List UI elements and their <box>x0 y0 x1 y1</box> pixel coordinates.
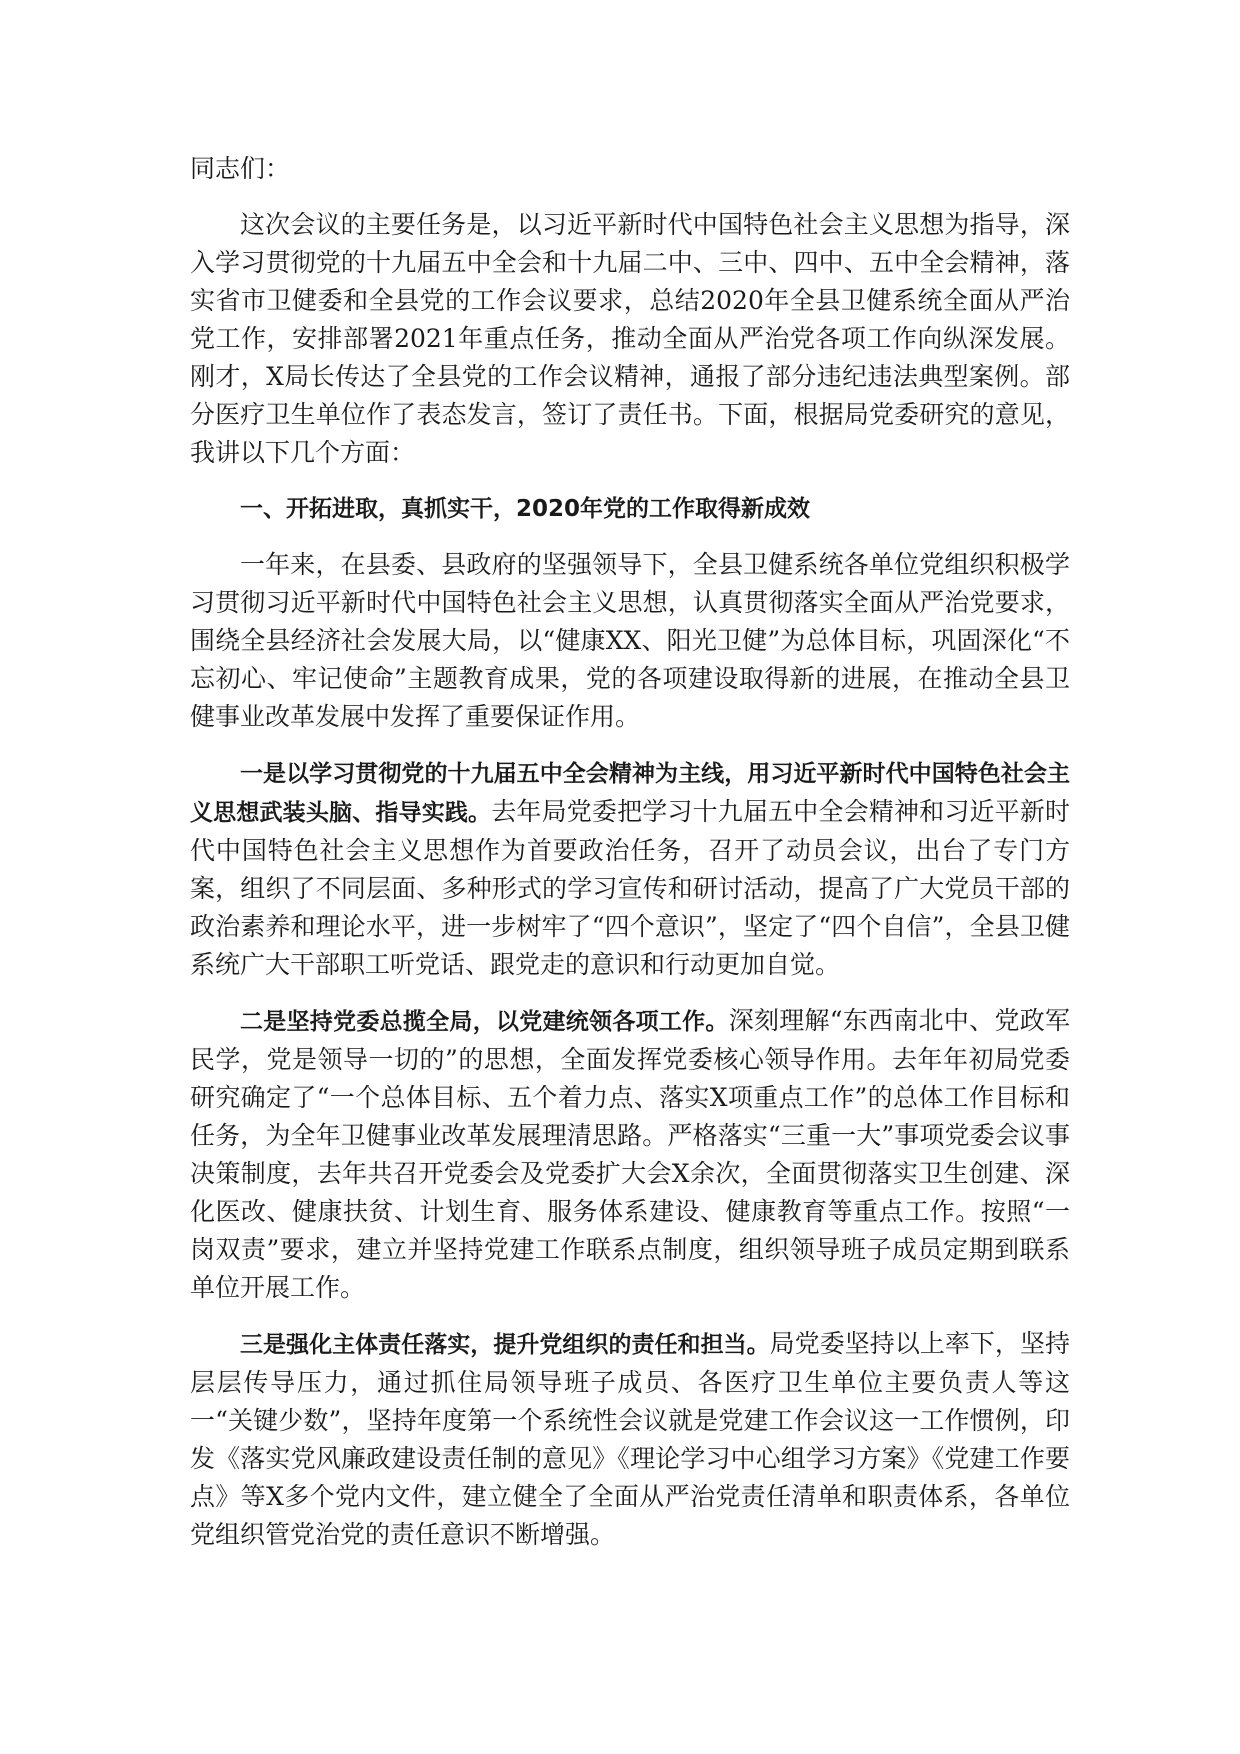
point-paragraph-3 <box>190 1325 1070 1554</box>
salutation: 同志们： <box>190 154 291 183</box>
point-paragraph-1 <box>190 754 1070 984</box>
document-page <box>190 150 1070 1572</box>
point-paragraph-2 <box>190 1002 1070 1307</box>
point-body-2: 深刻理解“东西南北中、党政军民学，党是领导一切的”的思想，全面发挥党委核心领导作用。去年年初局党委研究确定了“一个总体目标、五个着力点、落实X项重点工作”的总体工作目标和任务，为全年卫健事业改革发展理清思路。严格落实“三重一大”事项党委会议事决策制度，去年共召开党委会及党委扩大会X余次，全面贯彻落实卫生创建、深化医改、健康扶贫、计划生育、服务体系建设、健康教育等重点工作。按照“一岗双责”要求，建立并坚持党建工作联系点制度，组织领导班子成员定期到联系单位开展工作。 <box>190 1006 1070 1302</box>
point-lead-2: 二是坚持党委总揽全局，以党建统领各项工作。 <box>240 1009 729 1035</box>
section-intro-paragraph: 一年来，在县委、县政府的坚强领导下，全县卫健系统各单位党组织积极学习贯彻习近平新时代中国特色社会主义思想，认真贯彻落实全面从严治党要求，围绕全县经济社会发展大局，以“健康XX、阳光卫健”为总体目标，巩固深化“不忘初心、牢记使命”主题教育成果，党的各项建设取得新的进展，在推动全县卫健事业改革发展中发挥了重要保证作用。 <box>190 550 1070 731</box>
point-lead-3: 三是强化主体责任落实，提升党组织的责任和担当。 <box>240 1332 770 1358</box>
section-heading: 一、开拓进取，真抓实干，2020年党的工作取得新成效 <box>240 496 811 522</box>
intro-paragraph: 这次会议的主要任务是，以习近平新时代中国特色社会主义思想为指导，深入学习贯彻党的十九届五中全会和十九届二中、三中、四中、五中全会精神，落实省市卫健委和全县党的工作会议要求，总结2020年全县卫健系统全面从严治党工作，安排部署2021年重点任务，推动全面从严治党各项工作向纵深发展。刚才，X局长传达了全县党的工作会议精神，通报了部分违纪违法典型案例。部分医疗卫生单位作了表态发言，签订了责任书。下面，根据局党委研究的意见，我讲以下几个方面： <box>190 210 1070 467</box>
point-body-3: 局党委坚持以上率下，坚持层层传导压力，通过抓住局领导班子成员、各医疗卫生单位主要负责人等这一“关键少数”，坚持年度第一个系统性会议就是党建工作会议这一工作惯例，印发《落实党风廉政建设责任制的意见》《理论学习中心组学习方案》《党建工作要点》等X多个党内文件，建立健全了全面从严治党责任清单和职责体系，各单位党组织管党治党的责任意识不断增强。 <box>190 1329 1070 1549</box>
point-lead-1: 一是以学习贯彻党的十九届五中全会精神为主线，用习近平新时代中国特色社会主义思想武装头脑、指导实践。 <box>190 761 1070 826</box>
point-body-1: 去年局党委把学习十九届五中全会精神和习近平新时代中国特色社会主义思想作为首要政治任务，召开了动员会议，出台了专门方案，组织了不同层面、多种形式的学习宣传和研讨活动，提高了广大党员干部的政治素养和理论水平，进一步树牢了“四个意识”，坚定了“四个自信”，全县卫健系统广大干部职工听党话、跟党走的意识和行动更加自觉。 <box>190 797 1070 979</box>
